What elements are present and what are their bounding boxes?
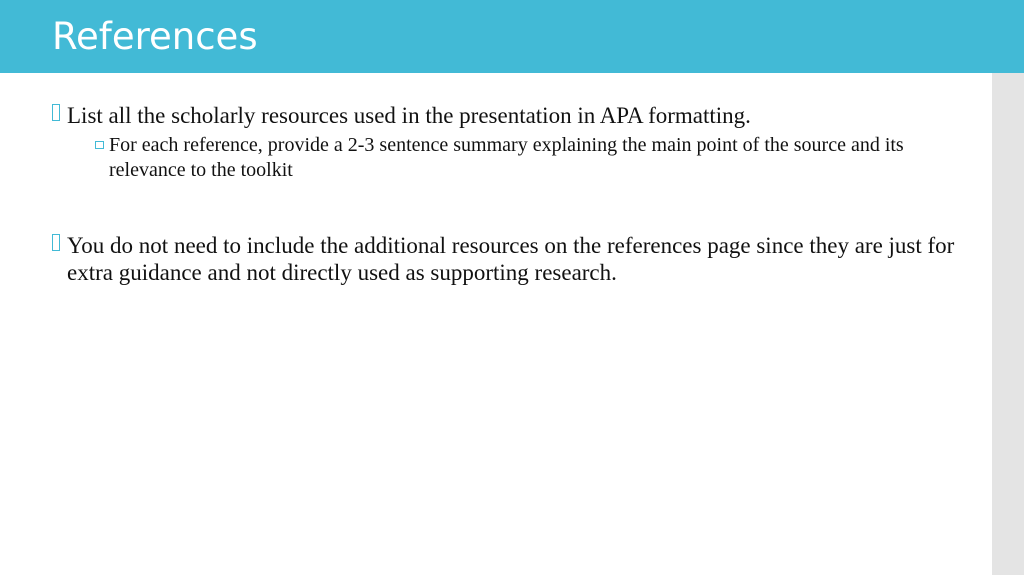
square-outline-icon <box>52 104 60 121</box>
side-strip <box>992 73 1024 575</box>
bullet-item: You do not need to include the additional resources on the references page since they are just for extra guidance and not directly used as supporting research. <box>67 233 955 285</box>
slide-title: References <box>52 15 258 58</box>
bullet-item: List all the scholarly resources used in the presentation in APA formatting. <box>67 103 751 128</box>
square-outline-icon <box>52 234 60 251</box>
small-square-outline-icon <box>95 141 104 149</box>
sub-bullet-item: For each reference, provide a 2-3 sentence summary explaining the main point of the source and its relevance to the toolkit <box>109 134 904 181</box>
